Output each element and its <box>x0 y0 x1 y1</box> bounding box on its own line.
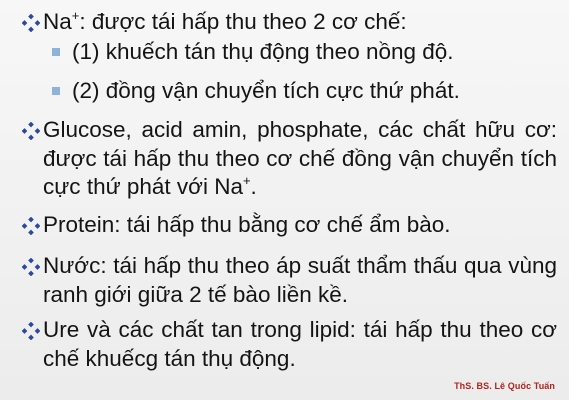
bullet-text: Protein: tái hấp thu bằng cơ chế ẩm bào. <box>43 212 451 237</box>
square-bullet-icon <box>52 48 60 56</box>
superscript-plus: + <box>242 173 251 188</box>
sub-bullet-passive-diffusion: (1) khuếch tán thụ động theo nồng độ. <box>52 38 552 67</box>
bullet-text: Ure và các chất tan trong lipid: tái hấp thu theo cơ chế khuếcg tán thụ động. <box>43 317 557 371</box>
bullet-text: Na+: được tái hấp thu theo 2 cơ chế: <box>43 8 407 34</box>
bullet-urea-lipid <box>22 316 557 373</box>
bullet-text: Glucose, acid amin, phosphate, các chất hữu cơ: được tái hấp thu theo cơ chế đồng vận chuyển tích cực thứ phát với Na+. <box>43 117 557 199</box>
bullet-glucose <box>22 116 557 202</box>
sub-bullet-secondary-active-transport: (2) đồng vận chuyển tích cực thứ phát. <box>52 77 552 106</box>
diamond-dots-icon <box>22 258 40 276</box>
superscript-plus: + <box>71 8 80 23</box>
author-footer: ThS. BS. Lê Quốc Tuấn <box>454 381 555 391</box>
bullet-protein <box>22 211 557 240</box>
bullet-sodium <box>22 8 557 37</box>
square-bullet-icon <box>52 87 60 95</box>
diamond-dots-icon <box>22 322 40 340</box>
diamond-dots-icon <box>22 122 40 140</box>
bullet-water <box>22 252 557 309</box>
bullet-text: Nước: tái hấp thu theo áp suất thẩm thấu qua vùng ranh giới giữa 2 tế bào liền kề. <box>43 253 557 307</box>
diamond-dots-icon <box>22 217 40 235</box>
diamond-dots-icon <box>22 14 40 32</box>
